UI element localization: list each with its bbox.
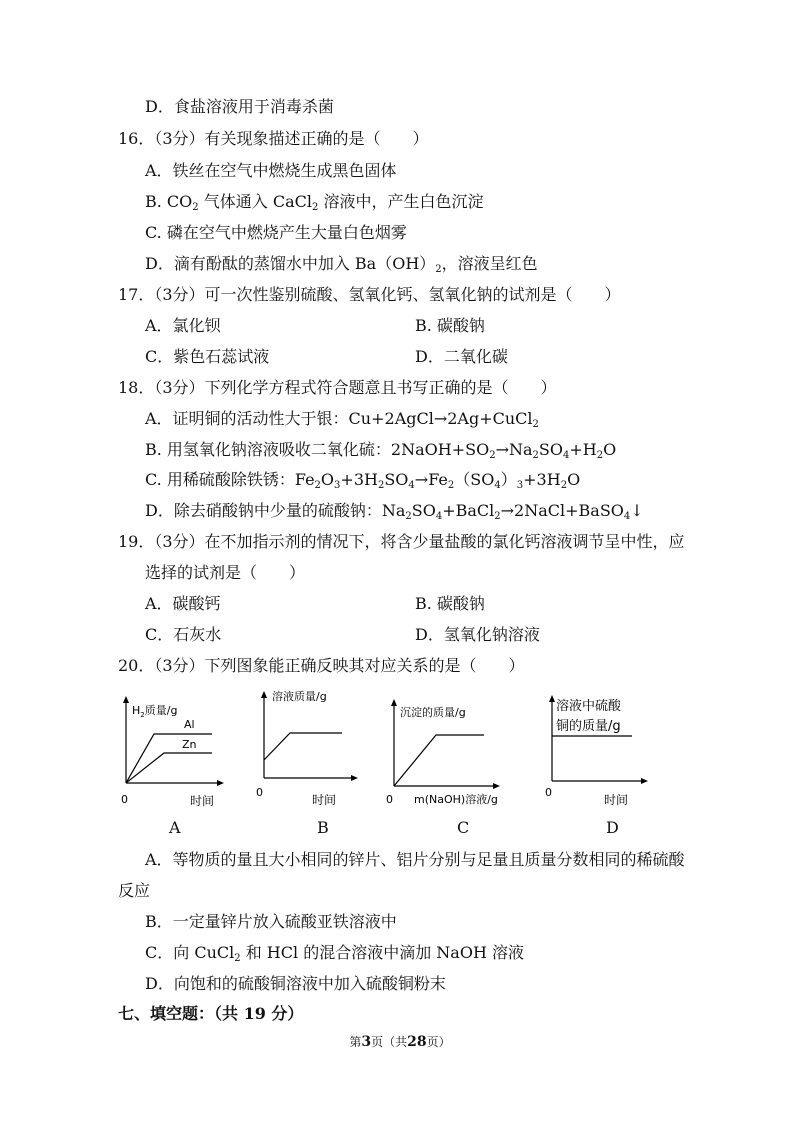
q20-option-d: D．向饱和的硫酸铜溶液中加入硫酸铜粉末 bbox=[145, 974, 446, 993]
graph-c-caption: C bbox=[457, 818, 470, 837]
graph-d-x-label: 时间 bbox=[604, 793, 629, 807]
page-number: 3 bbox=[361, 1034, 372, 1050]
graph-b-x-arrow bbox=[351, 775, 358, 781]
section-heading: 七、填空题：（共 19 分） bbox=[118, 1004, 304, 1023]
graph-d-x-arrow bbox=[641, 778, 648, 784]
q20-option-b: B．一定量锌片放入硫酸亚铁溶液中 bbox=[145, 912, 397, 931]
graph-d-svg bbox=[540, 688, 660, 813]
graph-a-svg bbox=[112, 688, 232, 813]
graph-c-y-label: 沉淀的质量/g bbox=[400, 706, 466, 719]
graph-a-caption: A bbox=[169, 818, 181, 837]
graph-d-y-label-line2: 铜的质量/g bbox=[556, 719, 621, 734]
q19-option-c: C．石灰水 bbox=[145, 625, 222, 644]
q19-option-a: A．碳酸钙 bbox=[145, 594, 221, 613]
graph-c-svg bbox=[384, 688, 509, 813]
q18-option-c: C. 用稀硫酸除铁锈：$Fe_2O_3+3H_2SO_4\to Fe_2(SO_4)_3+3H_2O$ bbox=[145, 470, 581, 491]
graph-a-series-zn: Zn bbox=[182, 738, 197, 751]
graph-b-svg bbox=[250, 688, 365, 813]
graph-d-origin: 0 bbox=[545, 786, 552, 799]
q17-option-a: A．氯化钡 bbox=[145, 316, 221, 335]
graph-b bbox=[250, 688, 365, 817]
q16-option-a: A．铁丝在空气中燃烧生成黑色固体 bbox=[145, 161, 397, 180]
graph-b-x-label: 时间 bbox=[312, 793, 337, 807]
q17-option-d: D．二氧化碳 bbox=[415, 347, 508, 366]
graph-d-y-arrow bbox=[549, 695, 555, 702]
graph-b-line bbox=[264, 733, 342, 760]
graph-c-x-arrow bbox=[493, 783, 500, 789]
graph-d-caption: D bbox=[606, 818, 619, 837]
q16-option-b: B. $CO_2$ 气体通入 CaCl$_2$ 溶液中，产生白色沉淀 bbox=[145, 192, 484, 213]
q20-option-a-line1: A．等物质的量且大小相同的锌片、铝片分别与足量且质量分数相同的稀硫酸 bbox=[145, 850, 685, 869]
graph-b-origin: 0 bbox=[256, 786, 263, 799]
q16-stem: 16．（3分）有关现象描述正确的是（ ） bbox=[118, 129, 429, 148]
q17-option-b: B. 碳酸钠 bbox=[415, 316, 485, 335]
graph-a-line-zn bbox=[126, 753, 212, 783]
q16-option-d: D．滴有酚酞的蒸馏水中加入 $Ba(OH)_2$，溶液呈红色 bbox=[145, 254, 538, 275]
graph-c-line bbox=[394, 735, 484, 786]
q20-option-a-line2: 反应 bbox=[118, 881, 151, 900]
q20-option-c: C．向 CuCl$_2$ 和 HCl 的混合溶液中滴加 NaOH 溶液 bbox=[145, 943, 524, 964]
graph-c-y-arrow bbox=[391, 699, 397, 706]
graph-b-y-arrow bbox=[261, 691, 267, 698]
graph-a bbox=[112, 688, 232, 817]
q20-stem: 20．（3分）下列图象能正确反映其对应关系的是（ ） bbox=[118, 656, 525, 675]
graph-a-line-al bbox=[126, 734, 212, 783]
q18-option-b: B. 用氢氧化钠溶液吸收二氧化硫：$2NaOH+SO_2\to Na_2SO_4+H_2O$ bbox=[145, 440, 617, 461]
q16-option-c: C. 磷在空气中燃烧产生大量白色烟雾 bbox=[145, 223, 407, 242]
q17-stem: 17．（3分）可一次性鉴别硫酸、氢氧化钙、氢氧化钠的试剂是（ ） bbox=[118, 285, 621, 304]
graph-a-y-arrow bbox=[123, 696, 129, 703]
q18-stem: 18．（3分）下列化学方程式符合题意且书写正确的是（ ） bbox=[118, 378, 557, 397]
graph-d bbox=[540, 688, 660, 817]
graph-c bbox=[384, 688, 509, 817]
page-total: 28 bbox=[407, 1034, 427, 1050]
q15-option-d: D．食盐溶液用于消毒杀菌 bbox=[145, 97, 334, 116]
q19-stem-line2: 选择的试剂是（ ） bbox=[145, 563, 306, 582]
graph-a-x-label: 时间 bbox=[190, 794, 215, 808]
graph-a-series-al: Al bbox=[184, 718, 195, 731]
graph-b-y-label: 溶液质量/g bbox=[272, 690, 327, 703]
graph-c-origin: 0 bbox=[386, 793, 393, 806]
q19-option-d: D．氢氧化钠溶液 bbox=[415, 625, 540, 644]
graph-a-y-label: $H_2$质量/g bbox=[132, 704, 178, 719]
q17-option-c: C．紫色石蕊试液 bbox=[145, 347, 270, 366]
page-footer: 第3页（共28页） bbox=[349, 1034, 451, 1050]
graph-b-caption: B bbox=[317, 818, 329, 837]
q19-option-b: B. 碳酸钠 bbox=[415, 594, 485, 613]
graph-d-y-label-line1: 溶液中硫酸 bbox=[556, 699, 622, 714]
q18-option-a: A．证明铜的活动性大于银：Cu+2AgCl→2Ag+CuCl$_2$ bbox=[145, 409, 539, 430]
graph-a-origin: 0 bbox=[121, 793, 128, 806]
q19-stem-line1: 19．（3分）在不加指示剂的情况下，将含少量盐酸的氯化钙溶液调节呈中性，应 bbox=[118, 532, 685, 551]
q18-option-d: D．除去硝酸钠中少量的硫酸钠：$Na_2SO_4+BaCl_2\to 2NaCl+BaSO_4↓$ bbox=[145, 501, 644, 522]
graph-c-x-label: m(NaOH)溶液/g bbox=[414, 793, 498, 806]
graph-a-x-arrow bbox=[217, 780, 224, 786]
